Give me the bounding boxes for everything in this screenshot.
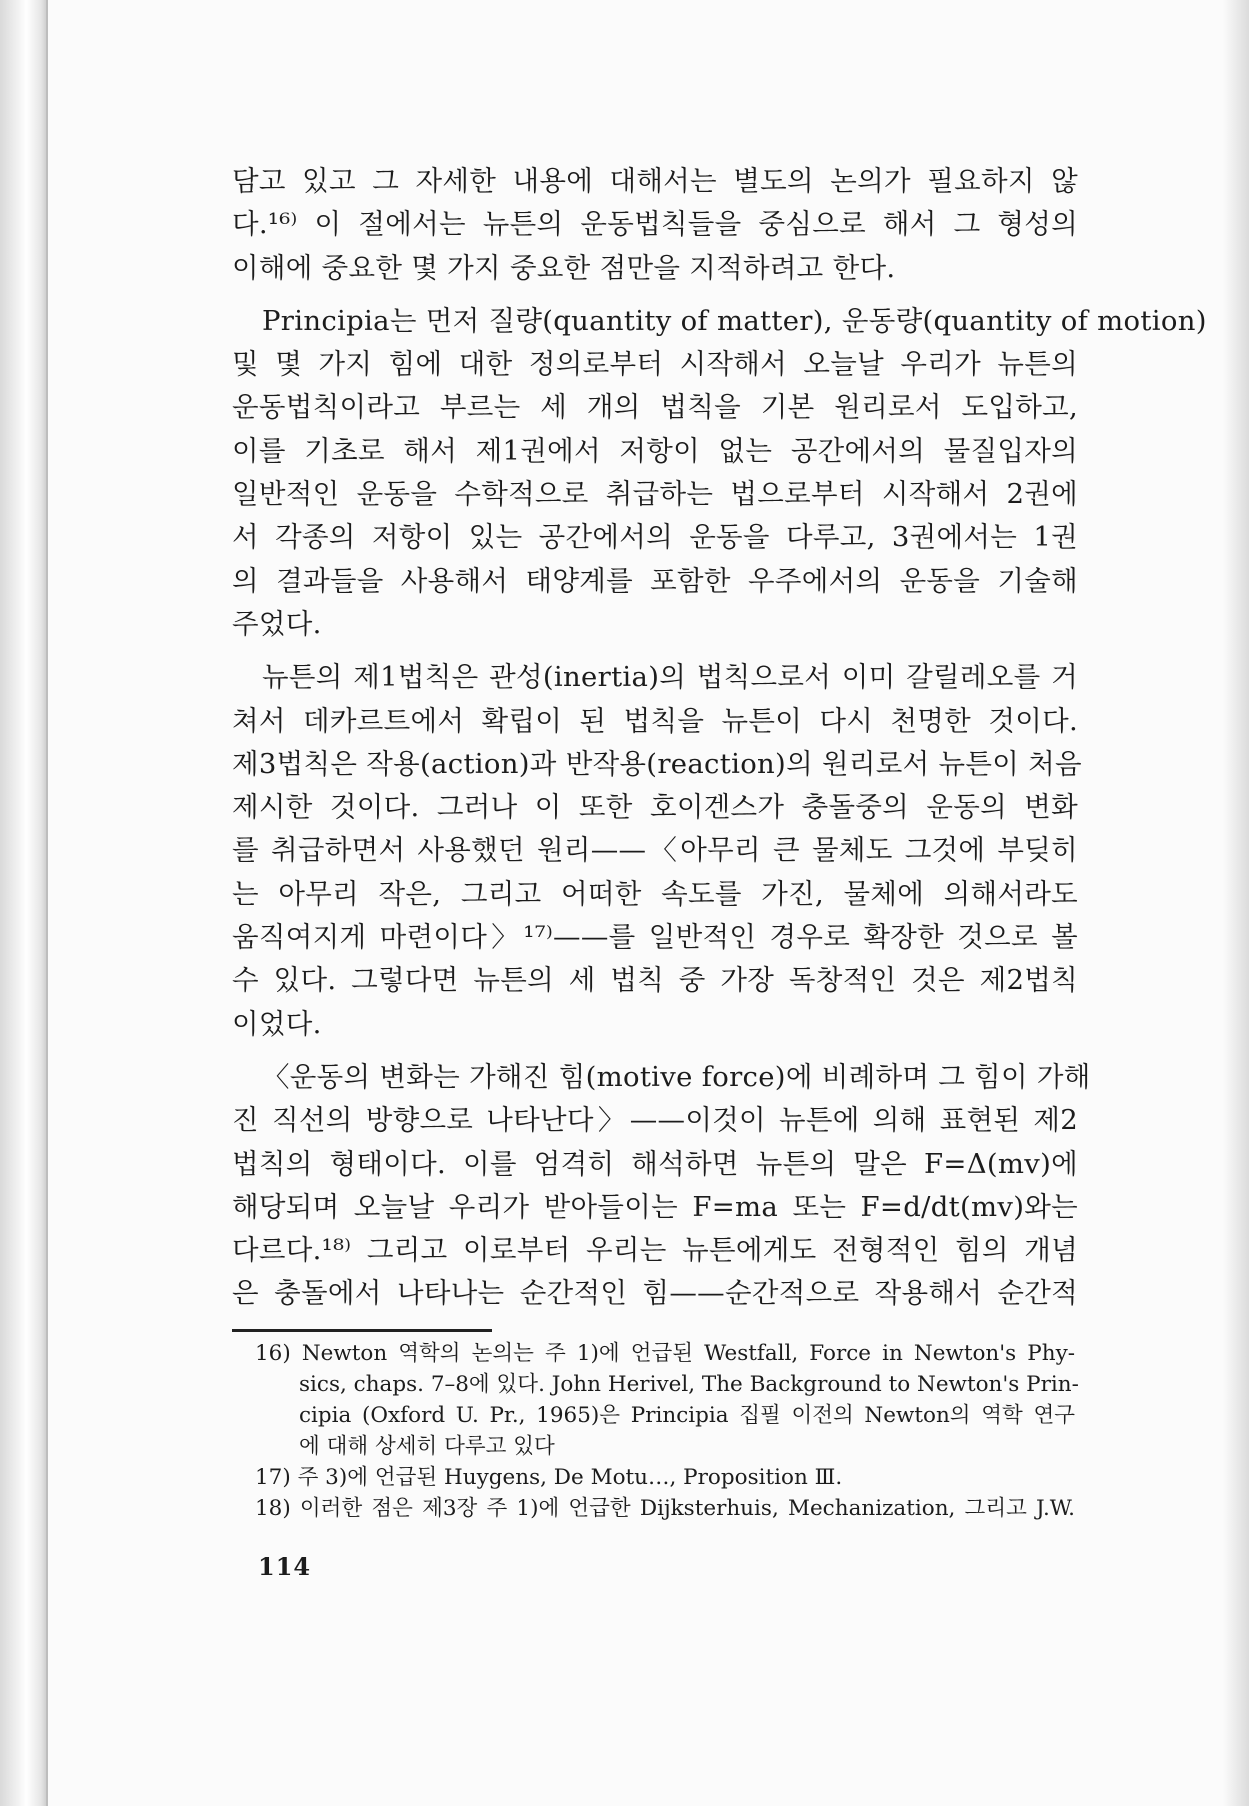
paragraph <box>232 656 1082 1046</box>
text-line: 다.¹⁶⁾ 이 절에서는 뉴튼의 운동법칙들을 중심으로 해서 그 형성의 <box>232 208 1078 241</box>
paragraph <box>232 300 1207 646</box>
text-line: Principia는 먼저 질량(quantity of matter), 운동량(quantity of motion) <box>262 304 1207 337</box>
footnote-line: 16) Newton 역학의 논의는 주 1)에 언급된 Westfall, Force in Newton's Phy- <box>255 1341 1075 1366</box>
text-line: 서 각종의 저항이 있는 공간에서의 운동을 다루고, 3권에서는 1권 <box>232 521 1078 554</box>
text-line: 다르다.¹⁸⁾ 그리고 이로부터 우리는 뉴튼에게도 전형적인 힘의 개념 <box>232 1234 1078 1267</box>
page-number: 114 <box>258 1552 312 1581</box>
body-text <box>232 160 1207 1326</box>
footnote-line: cipia (Oxford U. Pr., 1965)은 Principia 집필 이전의 Newton의 역학 연구 <box>299 1403 1075 1428</box>
text-line: 를 취급하면서 사용했던 원리——〈아무리 큰 물체도 그것에 부딪히 <box>232 834 1078 867</box>
text-line: 이었다. <box>232 1007 322 1040</box>
footnotes <box>255 1338 1079 1524</box>
text-line: 법칙의 형태이다. 이를 엄격히 해석하면 뉴튼의 말은 F=Δ(mv)에 <box>232 1147 1078 1180</box>
book-spine-edge <box>0 0 48 1806</box>
text-line: 움직여지게 마련이다〉¹⁷⁾——를 일반적인 경우로 확장한 것으로 볼 <box>232 921 1078 954</box>
text-line: 진 직선의 방향으로 나타난다〉——이것이 뉴튼에 의해 표현된 제2 <box>232 1104 1078 1137</box>
footnote-line: 17) 주 3)에 언급된 Huygens, De Motu…, Proposition Ⅲ. <box>255 1465 843 1490</box>
text-line: 운동법칙이라고 부르는 세 개의 법칙을 기본 원리로서 도입하고, <box>232 391 1078 424</box>
text-line: 일반적인 운동을 수학적으로 취급하는 법으로부터 시작해서 2권에 <box>232 478 1078 511</box>
text-line: 제3법칙은 작용(action)과 반작용(reaction)의 원리로서 뉴튼이 처음 <box>232 747 1082 780</box>
footnote-17 <box>255 1462 1075 1493</box>
text-line: 해당되며 오늘날 우리가 받아들이는 F=ma 또는 F=d/dt(mv)와는 <box>232 1190 1078 1223</box>
text-line: 쳐서 데카르트에서 확립이 된 법칙을 뉴튼이 다시 천명한 것이다. <box>232 704 1078 737</box>
footnote-18 <box>255 1493 1075 1524</box>
paragraph <box>232 1056 1091 1316</box>
footnote-16 <box>255 1338 1079 1462</box>
text-line: 제시한 것이다. 그러나 이 또한 호이겐스가 충돌중의 운동의 변화 <box>232 791 1078 824</box>
text-line: 및 몇 가지 힘에 대한 정의로부터 시작해서 오늘날 우리가 뉴튼의 <box>232 348 1078 381</box>
text-line: 담고 있고 그 자세한 내용에 대해서는 별도의 논의가 필요하지 않 <box>232 165 1078 197</box>
text-line: 의 결과들을 사용해서 태양계를 포함한 우주에서의 운동을 기술해 <box>232 564 1078 597</box>
paragraph <box>232 160 1078 290</box>
text-line: 수 있다. 그렇다면 뉴튼의 세 법칙 중 가장 독창적인 것은 제2법칙 <box>232 964 1078 997</box>
footnote-line: sics, chaps. 7–8에 있다. John Herivel, The Background to Newton's Prin- <box>299 1372 1079 1397</box>
text-line: 〈운동의 변화는 가해진 힘(motive force)에 비례하며 그 힘이 가해 <box>262 1060 1091 1093</box>
text-line: 뉴튼의 제1법칙은 관성(inertia)의 법칙으로서 이미 갈릴레오를 거 <box>262 661 1078 694</box>
footnote-line: 에 대해 상세히 다루고 있다 <box>299 1434 555 1459</box>
page-edge-shadow <box>1223 0 1249 1806</box>
text-line: 주었다. <box>232 607 322 640</box>
footnote-separator <box>232 1329 492 1332</box>
text-line: 이해에 중요한 몇 가지 중요한 점만을 지적하려고 한다. <box>232 251 896 284</box>
footnote-line: 18) 이러한 점은 제3장 주 1)에 언급한 Dijksterhuis, Mechanization, 그리고 J.W. <box>255 1496 1075 1521</box>
text-line: 은 충돌에서 나타나는 순간적인 힘——순간적으로 작용해서 순간적 <box>232 1277 1078 1310</box>
text-line: 이를 기초로 해서 제1권에서 저항이 없는 공간에서의 물질입자의 <box>232 434 1078 467</box>
text-line: 는 아무리 작은, 그리고 어떠한 속도를 가진, 물체에 의해서라도 <box>232 877 1078 910</box>
